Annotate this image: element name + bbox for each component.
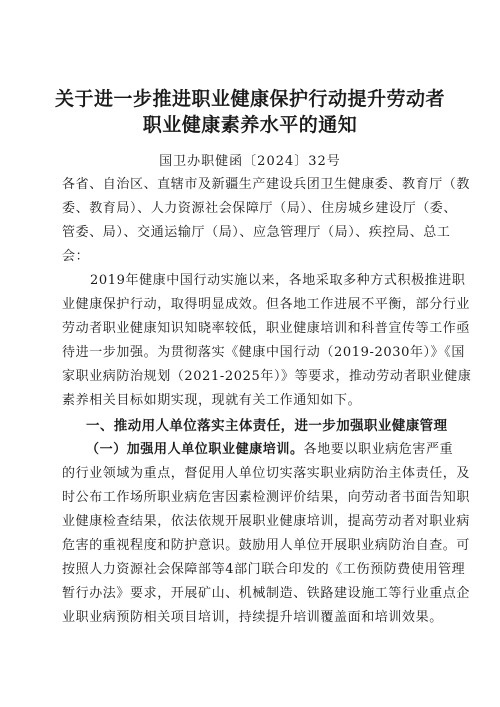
recipients-line: 各省、自治区、直辖市及新疆生产建设兵团卫生健康委、教育厅（教 (62, 177, 471, 192)
item-heading: （一）加强用人单位职业健康培训。 (86, 442, 304, 457)
intro-line: 业健康保护行动，取得明显成效。但各地工作进展不平衡，部分行业 (62, 297, 471, 312)
item-line: 危害的重视程度和防护意识。鼓励用人单位开展职业病防治自查。可 (62, 538, 471, 553)
recipients-line: 委、教育局）、人力资源社会保障厅（局）、住房城乡建设厅（委、 (62, 201, 458, 216)
item-line: 按照人力资源社会保障部等4部门联合印发的《工伤预防费使用管理 (62, 562, 466, 577)
item-line: 时公布工作场所职业病危害因素检测评价结果，向劳动者书面告知职 (62, 490, 471, 505)
item-line: 暂行办法》要求，开展矿山、机械制造、铁路建设施工等行业重点企 (62, 586, 471, 601)
recipients-line: 会： (62, 249, 90, 264)
item-first-line (86, 441, 466, 459)
intro-line: 劳动者职业健康知识知晓率较低，职业健康培训和科普宣传等工作亟 (62, 321, 471, 336)
intro-line: 素养相关目标如期实现，现就有关工作通知如下。 (62, 393, 362, 408)
item-line: 的行业领域为重点，督促用人单位切实落实职业病防治主体责任，及 (62, 466, 471, 481)
item-first-line-text: 各地要以职业病危害严重 (303, 442, 454, 457)
intro-line: 待进一步加强。为贯彻落实《健康中国行动（2019-2030年）》《国 (62, 345, 465, 360)
recipients-line: 管委、局）、交通运输厅（局）、应急管理厅（局）、疾控局、总工 (62, 225, 451, 240)
item-line: 业职业病预防相关项目培训，持续提升培训覆盖面和培训效果。 (62, 610, 443, 625)
intro-line: 家职业病防治规划（2021-2025年）》等要求，推动劳动者职业健康 (62, 369, 472, 384)
item-line: 业健康检查结果，依法依规开展职业健康培训，提高劳动者对职业病 (62, 514, 471, 529)
intro-line: 2019年健康中国行动实施以来，各地采取多种方式积极推进职 (90, 273, 466, 288)
section-heading: 一、推动用人单位落实主体责任，进一步加强职业健康管理 (86, 418, 448, 434)
document-number: 国卫办职健函〔2024〕32号 (159, 154, 341, 169)
document-title-line-2: 职业健康素养水平的通知 (142, 114, 358, 136)
document-title-line-1: 关于进一步推进职业健康保护行动提升劳动者 (54, 88, 445, 110)
